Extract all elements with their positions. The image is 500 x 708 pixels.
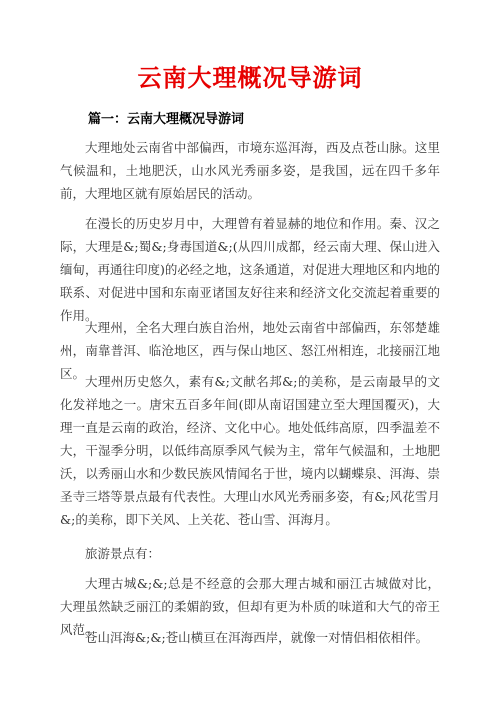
paragraph: 大理地处云南省中部偏西，市境东巡洱海，西及点苍山脉。这里气候温和，土地肥沃，山水风光秀丽多姿，是我国，远在四千多年前，大理地区就有原始居民的活动。 (60, 140, 440, 201)
paragraph-5-block (60, 542, 440, 565)
paragraph: 大理古城&;&;总是不经意的会那大理古城和丽江古城做对比，大理虽然缺乏丽江的柔媚韵致，但却有更为朴质的味道和大气的帝王风范。 (60, 576, 440, 637)
paragraph-7-block (60, 626, 440, 649)
paragraph-4-block (60, 370, 440, 531)
paragraph: 大理州，全名大理白族自治州，地处云南省中部偏西，东邻楚雄州，南靠普洱、临沧地区，西与保山地区、怒江州相连，北接丽江地区。 (60, 320, 440, 381)
section-heading: 篇一：云南大理概况导游词 (88, 112, 245, 127)
paragraph: 旅游景点有： (85, 546, 161, 561)
paragraph: 大理州历史悠久，素有&;文献名邦&;的美称，是云南最早的文化发祥地之一。唐宋五百多年间(即从南诏国建立至大理国覆灭)，大理一直是云南的政治，经济、文化中心。地处低纬高原，四季温差不大，干湿季分明，以低纬高原季风气候为主，常年气候温和，土地肥沃，以秀丽山水和少数民族风情闻名于世，境内以蝴蝶泉、洱海、崇圣寺三塔等景点最有代表性。大理山水风光秀丽多姿，有&;风花雪月&;的美称，即下关风、上关花、苍山雪、洱海月。 (60, 374, 440, 527)
paragraph-2-block (60, 212, 440, 327)
paragraph: 在漫长的历史岁月中，大理曾有着显赫的地位和作用。秦、汉之际，大理是&;蜀&;身毒国道&;(从四川成都，经云南大理、保山进入缅甸，再通往印度)的必经之地，这条通道，对促进大理地区和内地的联系、对促进中国和东南亚诸国友好往来和经济文化交流起着重要的作用。 (60, 216, 440, 323)
paragraph: 苍山洱海&;&;苍山横亘在洱海西岸，就像一对情侣相依相伴。 (85, 630, 429, 645)
document-title: 云南大理概况导游词 (137, 63, 363, 92)
paragraph-1-block (60, 136, 440, 205)
